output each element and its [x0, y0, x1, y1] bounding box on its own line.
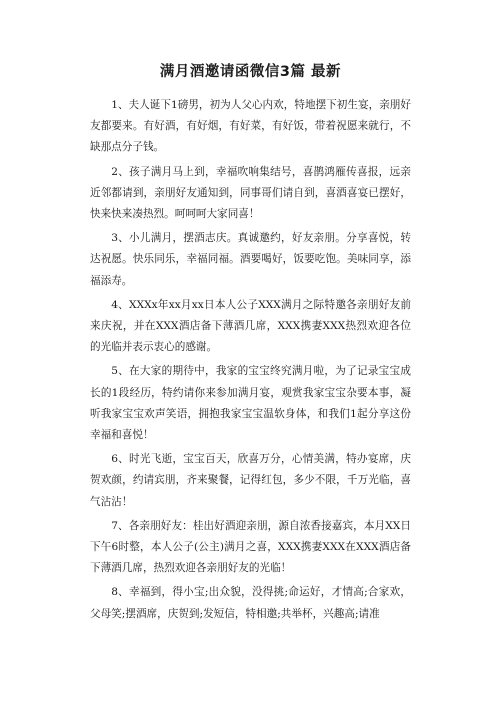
- paragraph-8: 8、幸福到，得小宝;出众貌，没得挑;命运好，才情高;合家欢，父母笑;摆酒席，庆贺到;发短信，特相邀;共举杯，兴趣高;请准: [90, 586, 411, 620]
- paragraph-3: 3、小儿满月，摆酒志庆。真诚邀约，好友亲朋。分享喜悦，转达祝愿。快乐同乐，幸福同福。酒要喝好，饭要吃饱。美味同享，添福添寿。: [90, 232, 411, 287]
- paragraph-1: 1、夫人诞下1磅男，初为人父心内欢，特地摆下初生宴，亲朋好友都要来。有好酒，有好烟，有好菜，有好饭，带着祝愿来就行，不缺那点分子钱。: [90, 99, 411, 154]
- paragraph-4: 4、XXXx年xx月xx日本人公子XXX满月之际特邀各亲朋好友前来庆祝，并在XXX酒店备下薄酒几席，XXX携妻XXX热烈欢迎各位的光临并表示衷心的感谢。: [90, 298, 411, 354]
- paragraph-7: 7、各亲朋好友：桂出好酒迎亲朋，源自浓香接嘉宾，本月XX日下午6时整，本人公子(公主)满月之喜，XXX携妻XXX在XXX酒店备下薄酒几席，热烈欢迎各亲朋好友的光临！: [90, 519, 411, 575]
- document-title: 满月酒邀请函微信3篇 最新: [159, 64, 342, 80]
- paragraph-2: 2、孩子满月马上到，幸福吹响集结号，喜鹊鸿雁传喜报，远亲近邻都请到，亲朋好友通知到，同事哥们请自到，喜酒喜宴已摆好，快来快来凑热烈。呵呵呵大家同喜！: [90, 165, 411, 221]
- paragraph-6: 6、时光飞逝，宝宝百天，欣喜万分，心情美满，特办宴席，庆贺欢颜，约请宾朋，齐来聚餐，记得红包，多少不限，千万光临，喜气沾沾！: [90, 453, 411, 508]
- paragraph-5: 5、在大家的期待中，我家的宝宝终究满月啦，为了记录宝宝成长的1段经历，特约请你来参加满月宴，观赏我家宝宝杂要本事，凝听我家宝宝欢声笑语，拥抱我家宝宝温软身体，和我们1起分享这份幸福和喜悦！: [90, 365, 411, 442]
